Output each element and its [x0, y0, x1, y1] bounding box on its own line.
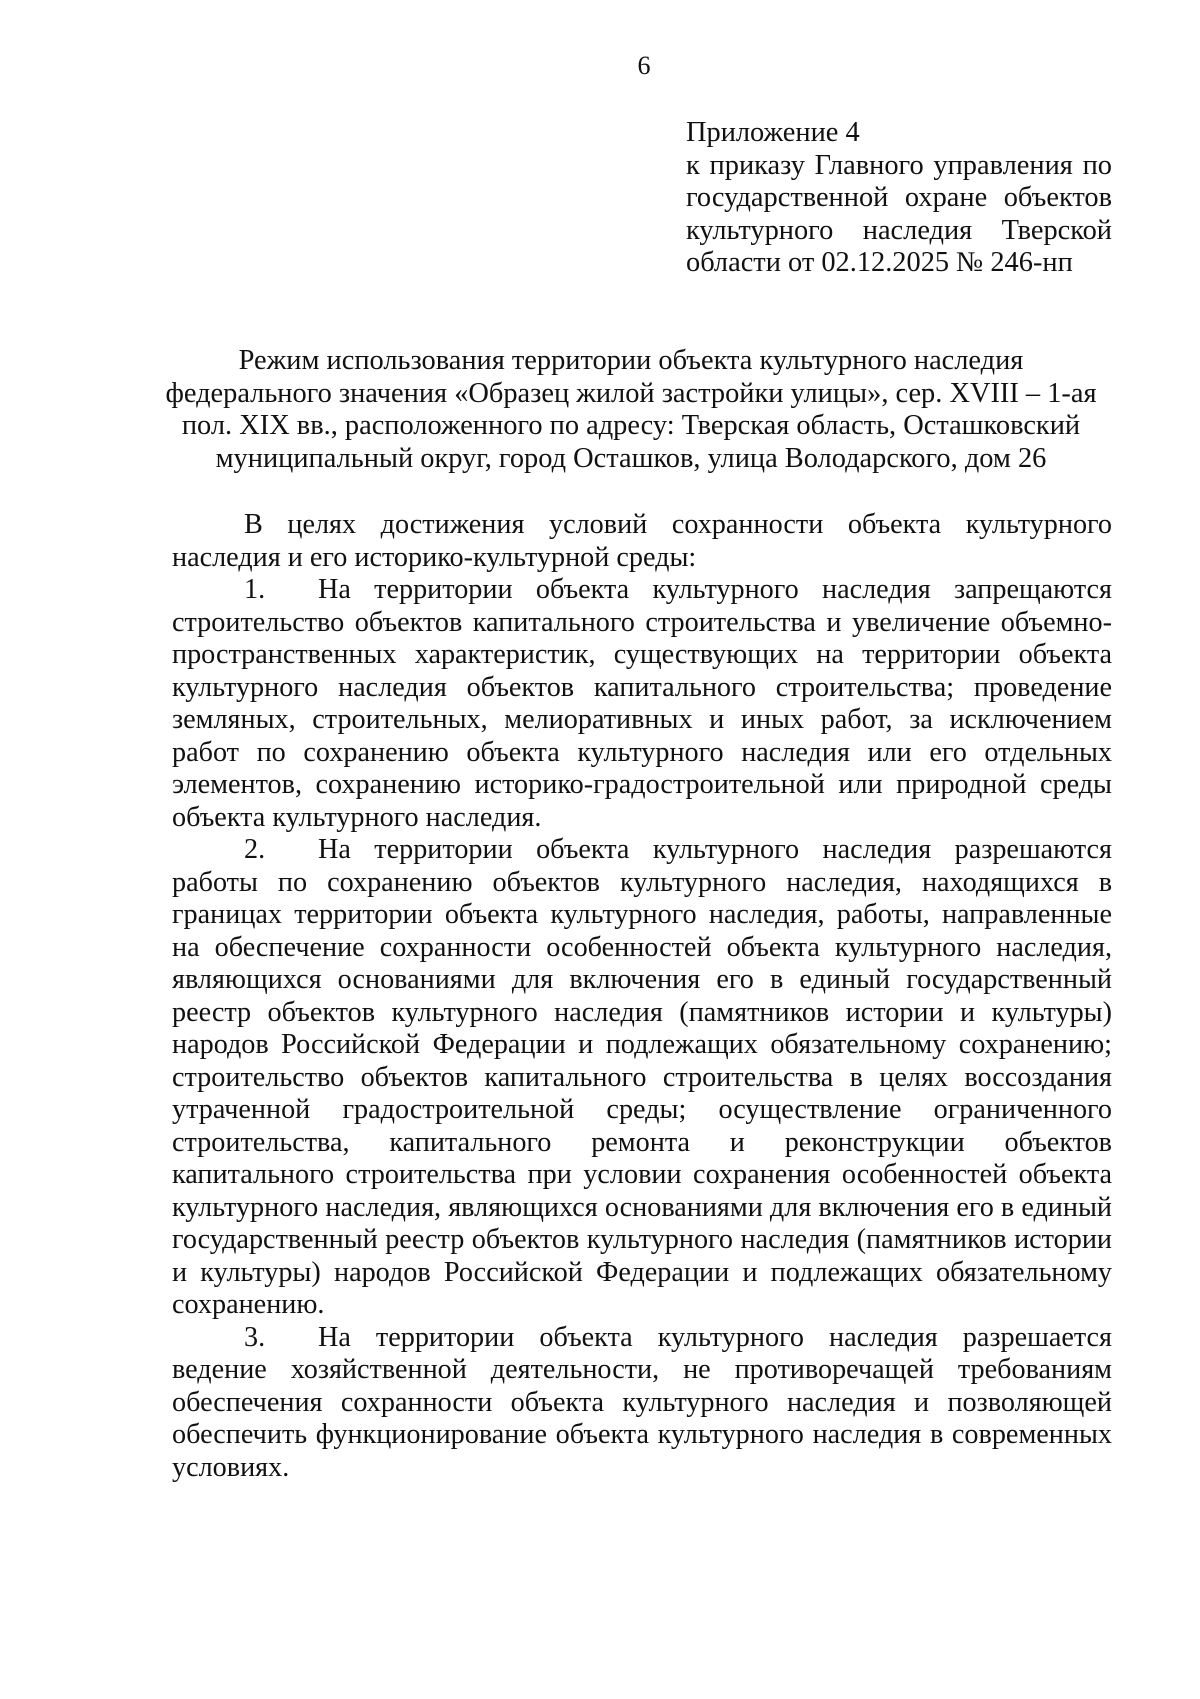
appendix-line-3: государственной охране объектов [686, 182, 1112, 213]
appendix-line-5: области от 02.12.2025 № 246-нп [686, 247, 1073, 278]
intro-paragraph: В целях достижения условий сохранности объекта культурного наследия и его историко-культурной среды: [172, 509, 1112, 573]
appendix-line-2: к приказу Главного управления по [686, 149, 1112, 181]
list-item-number: 1. [244, 574, 266, 605]
title-line-3: пол. XIX вв., расположенного по адресу: Тверская область, Осташковский [181, 410, 1081, 441]
appendix-header [686, 117, 1112, 280]
list-item-text: На территории объекта культурного наследия разрешается ведение хозяйственной деятельности, не противоречащей требованиям обеспечения сохранности объекта культурного наследия и позволяющей обеспечить функционирование объекта культурного наследия в современных условиях. [172, 1321, 1112, 1483]
page-number: 6 [637, 51, 651, 80]
title-line-4: муниципальный округ, город Осташков, улица Володарского, дом 26 [215, 442, 1047, 474]
title-line-1: Режим использования территории объекта культурного наследия [238, 345, 1024, 376]
title-line-2: федерального значения «Образец жилой застройки улицы», сер. XVIII – 1-ая [165, 377, 1097, 409]
list-item-2 [172, 834, 1112, 1322]
appendix-line-4: культурного наследия Тверской [686, 214, 1112, 246]
list-item-text: На территории объекта культурного наследия запрещаются строительство объектов капитального строительства и увеличение объемно-пространственных характеристик, существующих на территории объекта культурного наследия объектов капитального строительства; проведение земляных, строительных, мелиоративных и иных работ, за исключением работ по сохранению объекта культурного наследия или его отдельных элементов, сохранению историко-градостроительной или природной среды объекта культурного наследия. [172, 574, 1112, 833]
list-item-1 [172, 574, 1112, 834]
list-item-text: На территории объекта культурного наследия разрешаются работы по сохранению объектов культурного наследия, находящихся в границах территории объекта культурного наследия, работы, направленные на обеспечение сохранности особенностей объекта культурного наследия, являющихся основаниями для включения его в единый государственный реестр объектов культурного наследия (памятников истории и культуры) народов Российской Федерации и подлежащих обязательному сохранению; строительство объектов капитального строительства в целях воссоздания утраченной градостроительной среды; осуществление ограниченного строительства, капитального ремонта и реконструкции объектов капитального строительства при условии сохранения особенностей объекта культурного наследия, являющихся основаниями для включения его в единый государственный реестр объектов культурного наследия (памятников истории и культуры) народов Российской Федерации и подлежащих обязательному сохранению. [172, 834, 1112, 1320]
list-item-number: 2. [244, 834, 266, 865]
document-title [150, 345, 1112, 475]
list-item-3 [172, 1322, 1112, 1485]
appendix-line-1: Приложение 4 [686, 117, 860, 148]
document-body [172, 509, 1112, 1484]
list-item-number: 3. [244, 1321, 266, 1353]
